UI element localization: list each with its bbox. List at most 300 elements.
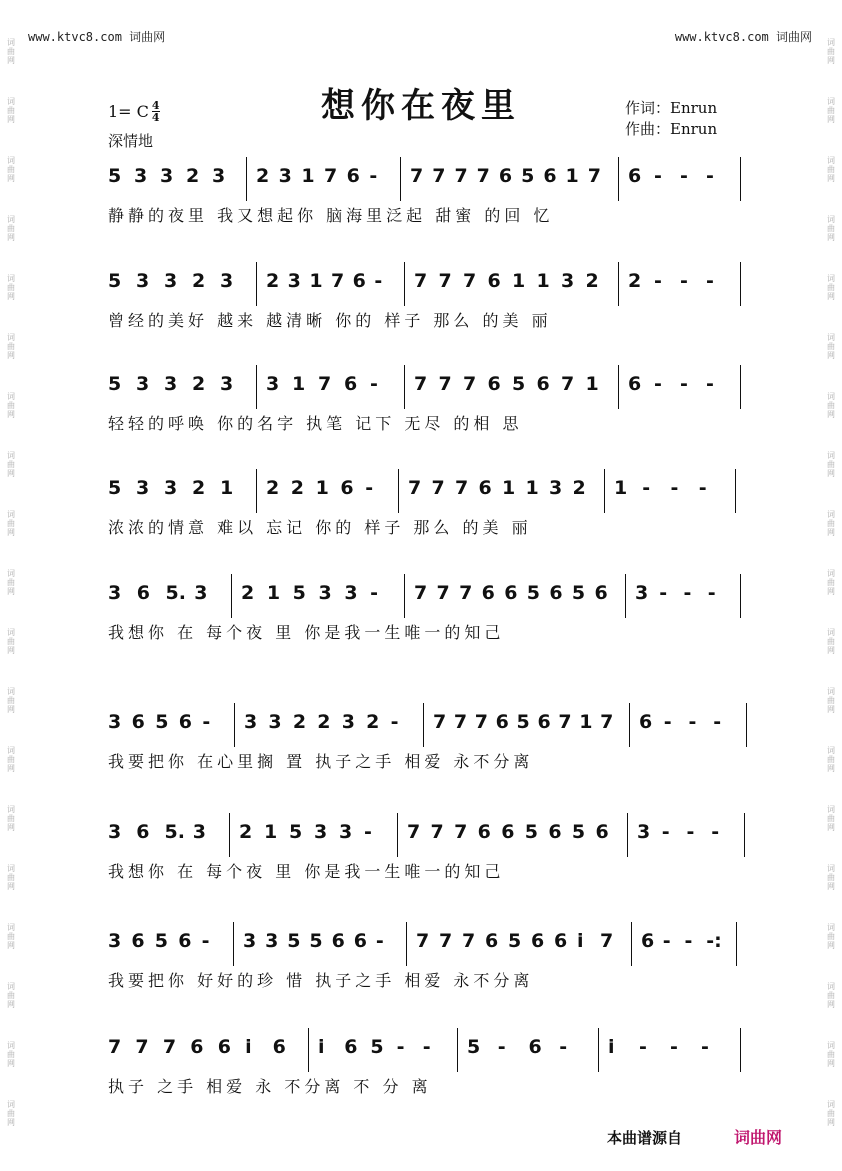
time-top: 4: [151, 99, 160, 112]
note: 7: [135, 1036, 149, 1058]
side-watermark-right: [820, 0, 842, 1171]
key-label: 1= C: [108, 102, 149, 121]
note: 1: [292, 373, 306, 395]
side-watermark-cell: 词 曲 网: [827, 746, 835, 773]
note: -: [375, 930, 384, 952]
note: 3: [164, 373, 178, 395]
note: 3: [635, 582, 649, 604]
bar-line: [618, 365, 619, 409]
note: -: [683, 582, 692, 604]
score-line: [108, 1028, 740, 1096]
note: -: [654, 165, 662, 187]
score-line: [108, 703, 740, 771]
side-watermark-cell: 词 曲 网: [827, 628, 835, 655]
note: 2: [366, 711, 380, 733]
note: i: [245, 1036, 252, 1058]
side-watermark-cell: 词 曲 网: [827, 333, 835, 360]
bar-line: [736, 922, 737, 966]
note: 2: [192, 270, 206, 292]
note: 7: [410, 165, 424, 187]
bar-line: [604, 469, 605, 513]
note: 5.: [165, 582, 186, 604]
note: -: [369, 165, 378, 187]
note: 6: [136, 582, 150, 604]
note: 3: [561, 270, 575, 292]
score-line: [108, 813, 740, 881]
lyric-line: 静静的夜里 我又想起你 脑海里泛起 甜蜜 的回 忆: [108, 206, 554, 225]
note: 7: [430, 821, 444, 843]
note: 1: [266, 582, 281, 604]
score-line: [108, 469, 740, 537]
note: 1: [264, 821, 278, 843]
lyric-line: 执子 之手 相爱 永 不分离 不 分 离: [108, 1077, 432, 1096]
side-watermark-cell: 词 曲 网: [827, 687, 835, 714]
note: 3: [339, 821, 353, 843]
note: 2: [186, 165, 200, 187]
bar-line: [744, 813, 745, 857]
note: -: [374, 270, 383, 292]
note: -: [662, 930, 671, 952]
note: 2: [572, 477, 586, 499]
note: 7: [162, 1036, 177, 1058]
side-watermark-cell: 词 曲 网: [7, 628, 15, 655]
footer: [607, 1125, 782, 1148]
note: 1: [512, 270, 526, 292]
bar-line: [404, 262, 405, 306]
side-watermark-cell: 词 曲 网: [7, 1100, 15, 1127]
note: 6: [477, 821, 491, 843]
note: 6: [131, 711, 145, 733]
note: 3: [287, 270, 301, 292]
note: 7: [476, 165, 490, 187]
note: 7: [462, 930, 476, 952]
note: 7: [408, 477, 422, 499]
note: 6: [548, 821, 562, 843]
note: 6: [478, 477, 492, 499]
note: 5: [512, 373, 526, 395]
note: 7: [453, 711, 468, 733]
note: -: [201, 930, 210, 952]
note: 3: [341, 711, 355, 733]
time-signature: [152, 100, 160, 123]
side-watermark-cell: 词 曲 网: [7, 392, 15, 419]
note: 7: [331, 270, 345, 292]
note: 6: [495, 711, 509, 733]
note: 6: [485, 930, 499, 952]
side-watermark-cell: 词 曲 网: [7, 215, 15, 242]
bar-line: [457, 1028, 458, 1072]
note: -: [396, 1036, 405, 1058]
note: -: [639, 1036, 647, 1058]
note: 3: [160, 165, 174, 187]
bar-line: [423, 703, 424, 747]
note: 1: [536, 270, 550, 292]
note: 7: [432, 165, 446, 187]
lyric-line: 我要把你 好好的珍 惜 执子之手 相爱 永不分离: [108, 971, 534, 990]
song-title: 想你在夜里: [321, 86, 521, 126]
note: -: [688, 711, 697, 733]
score-line: [108, 574, 740, 642]
note: 6: [487, 373, 501, 395]
side-watermark-cell: 词 曲 网: [7, 510, 15, 537]
note: 3: [136, 477, 150, 499]
note: 7: [414, 373, 428, 395]
note: 5: [289, 821, 303, 843]
note: 3: [318, 582, 332, 604]
note: -:: [706, 930, 722, 952]
expression-mark: 深情地: [108, 132, 154, 150]
notes-row: [108, 469, 740, 503]
note: i: [318, 1036, 325, 1058]
time-bottom: 4: [151, 111, 160, 124]
note: 6: [272, 1036, 286, 1058]
note: 7: [108, 1036, 122, 1058]
note: -: [422, 1036, 431, 1058]
notes-row: [108, 574, 740, 608]
notes-row: [108, 922, 740, 956]
side-watermark-cell: 词 曲 网: [827, 805, 835, 832]
note: 1: [220, 477, 234, 499]
score-line: [108, 922, 740, 990]
bar-line: [740, 157, 741, 201]
side-watermark-cell: 词 曲 网: [827, 215, 835, 242]
note: 3: [266, 373, 280, 395]
note: -: [497, 1036, 506, 1058]
note: -: [698, 477, 707, 499]
side-watermark-cell: 词 曲 网: [7, 451, 15, 478]
notes-row: [108, 157, 740, 191]
note: 5: [155, 711, 169, 733]
note: i: [577, 930, 584, 952]
side-watermark-cell: 词 曲 网: [827, 923, 835, 950]
score-line: [108, 157, 740, 225]
note: 3: [220, 373, 234, 395]
notes-row: [108, 813, 740, 847]
note: 6: [498, 165, 513, 187]
note: 3: [164, 270, 178, 292]
bar-line: [631, 922, 632, 966]
notes-row: [108, 703, 740, 737]
lyric-line: 我要把你 在心里搁 置 执子之手 相爱 永不分离: [108, 752, 534, 771]
bar-line: [233, 922, 234, 966]
side-watermark-cell: 词 曲 网: [827, 569, 835, 596]
score-line: [108, 365, 740, 433]
note: 6: [536, 373, 550, 395]
note: 3: [108, 821, 122, 843]
bar-line: [404, 574, 405, 618]
note: 3: [212, 165, 226, 187]
note: 5: [292, 582, 306, 604]
side-watermark-cell: 词 曲 网: [827, 97, 835, 124]
note: -: [707, 582, 716, 604]
note: 1: [579, 711, 593, 733]
side-watermark-cell: 词 曲 网: [827, 392, 835, 419]
note: 5: [516, 711, 530, 733]
note: 7: [561, 373, 575, 395]
note: 7: [474, 711, 488, 733]
note: -: [663, 711, 672, 733]
site-header-left[interactable]: www.ktvc8.com 词曲网: [28, 30, 166, 44]
note: 6: [346, 165, 360, 187]
bar-line: [735, 469, 736, 513]
note: -: [706, 270, 714, 292]
note: 7: [454, 821, 468, 843]
note: 5: [571, 582, 586, 604]
bar-line: [256, 262, 257, 306]
note: -: [680, 165, 688, 187]
side-watermark-cell: 词 曲 网: [827, 38, 835, 65]
note: 5.: [164, 821, 185, 843]
bar-line: [234, 703, 235, 747]
note: 2: [256, 165, 270, 187]
bar-line: [746, 703, 747, 747]
note: 2: [239, 821, 253, 843]
bar-line: [618, 262, 619, 306]
note: -: [706, 373, 714, 395]
note: 7: [433, 711, 447, 733]
note: 6: [481, 582, 495, 604]
bar-line: [256, 469, 257, 513]
note: 7: [455, 477, 469, 499]
side-watermark-cell: 词 曲 网: [7, 569, 15, 596]
note: 6: [331, 930, 345, 952]
notes-row: [108, 262, 740, 296]
note: 1: [315, 477, 329, 499]
note: -: [711, 821, 720, 843]
note: 7: [438, 373, 452, 395]
note: 7: [407, 821, 421, 843]
side-watermark-cell: 词 曲 网: [7, 687, 15, 714]
bar-line: [256, 365, 257, 409]
note: 1: [614, 477, 628, 499]
note: 6: [217, 1036, 231, 1058]
notes-row: [108, 365, 740, 399]
lyric-line: 我想你 在 每个夜 里 你是我一生唯一的知己: [108, 862, 505, 881]
site-header-right[interactable]: www.ktvc8.com 词曲网: [674, 30, 812, 44]
score-line: [108, 262, 740, 330]
note: 7: [324, 165, 338, 187]
note: 6: [549, 582, 563, 604]
note: 6: [628, 165, 642, 187]
note: 2: [317, 711, 331, 733]
note: -: [390, 711, 399, 733]
note: 6: [178, 930, 192, 952]
note: 6: [641, 930, 655, 952]
note: 5: [370, 1036, 384, 1058]
note: 3: [243, 930, 257, 952]
side-watermark-left: [0, 0, 22, 1171]
note: 3: [637, 821, 651, 843]
bar-line: [398, 469, 399, 513]
bar-line: [397, 813, 398, 857]
note: 2: [290, 477, 305, 499]
side-watermark-cell: 词 曲 网: [7, 923, 15, 950]
side-watermark-cell: 词 曲 网: [7, 97, 15, 124]
note: -: [701, 1036, 709, 1058]
bar-line: [618, 157, 619, 201]
note: 3: [265, 930, 279, 952]
note: -: [659, 582, 668, 604]
note: 5: [108, 373, 122, 395]
note: -: [706, 165, 714, 187]
note: 3: [244, 711, 258, 733]
bar-line: [740, 365, 741, 409]
note: 6: [353, 930, 367, 952]
note: 2: [192, 477, 206, 499]
side-watermark-cell: 词 曲 网: [827, 156, 835, 183]
side-watermark-cell: 词 曲 网: [827, 1041, 835, 1068]
note: -: [559, 1036, 568, 1058]
note: -: [370, 373, 378, 395]
note: 7: [558, 711, 572, 733]
note: 5: [108, 165, 122, 187]
note: -: [661, 821, 670, 843]
credits: [625, 98, 717, 140]
note: 6: [487, 270, 501, 292]
key-signature: [108, 100, 160, 123]
note: 5: [154, 930, 169, 952]
note: 3: [136, 270, 150, 292]
note: 6: [537, 711, 551, 733]
note: -: [670, 477, 679, 499]
note: 7: [318, 373, 332, 395]
note: 3: [108, 711, 122, 733]
note: -: [370, 582, 379, 604]
note: 5: [521, 165, 535, 187]
side-watermark-cell: 词 曲 网: [7, 1041, 15, 1068]
note: 1: [525, 477, 539, 499]
note: 6: [344, 373, 358, 395]
bar-line: [231, 574, 232, 618]
note: 3: [192, 821, 206, 843]
note: 3: [220, 270, 234, 292]
lyric-line: 我想你 在 每个夜 里 你是我一生唯一的知己: [108, 623, 505, 642]
note: 7: [459, 582, 473, 604]
note: 6: [595, 821, 609, 843]
note: 6: [131, 930, 145, 952]
note: 5: [287, 930, 301, 952]
note: 7: [438, 270, 452, 292]
note: 7: [600, 711, 614, 733]
bar-line: [629, 703, 630, 747]
note: -: [364, 821, 372, 843]
note: 7: [416, 930, 430, 952]
note: 3: [314, 821, 328, 843]
note: 2: [241, 582, 255, 604]
note: -: [680, 270, 688, 292]
note: 3: [136, 373, 150, 395]
bar-line: [740, 574, 741, 618]
footer-brand[interactable]: 词曲网: [734, 1128, 783, 1147]
side-watermark-cell: 词 曲 网: [7, 805, 15, 832]
note: 6: [628, 373, 642, 395]
footer-source: 本曲谱源自: [607, 1129, 683, 1147]
note: 7: [431, 477, 445, 499]
note: 1: [565, 165, 579, 187]
bar-line: [598, 1028, 599, 1072]
note: 7: [463, 270, 477, 292]
lyric-line: 曾经的美好 越来 越清晰 你的 样子 那么 的美 丽: [108, 311, 552, 330]
bar-line: [246, 157, 247, 201]
side-watermark-cell: 词 曲 网: [827, 274, 835, 301]
note: 3: [549, 477, 563, 499]
note: -: [686, 821, 695, 843]
lyric-line: 轻轻的呼唤 你的名字 执笔 记下 无尽 的相 思: [108, 414, 523, 433]
note: 7: [414, 582, 428, 604]
note: 5: [108, 270, 122, 292]
note: 7: [414, 270, 428, 292]
side-watermark-cell: 词 曲 网: [827, 451, 835, 478]
note: 2: [266, 477, 280, 499]
side-watermark-cell: 词 曲 网: [7, 274, 15, 301]
bar-line: [229, 813, 230, 857]
bar-line: [400, 157, 401, 201]
note: 6: [178, 711, 193, 733]
note: 6: [543, 165, 557, 187]
note: 1: [585, 373, 599, 395]
note: 6: [554, 930, 568, 952]
note: 6: [340, 477, 354, 499]
note: 5: [309, 930, 323, 952]
side-watermark-cell: 词 曲 网: [7, 746, 15, 773]
note: -: [202, 711, 211, 733]
note: 3: [108, 582, 122, 604]
bar-line: [308, 1028, 309, 1072]
note: 7: [587, 165, 601, 187]
note: 1: [301, 165, 315, 187]
note: 5: [524, 821, 538, 843]
note: 6: [594, 582, 608, 604]
side-watermark-cell: 词 曲 网: [827, 510, 835, 537]
note: 3: [268, 711, 282, 733]
note: 5: [526, 582, 540, 604]
note: -: [642, 477, 651, 499]
note: 2: [192, 373, 206, 395]
note: 2: [585, 270, 599, 292]
note: 5: [108, 477, 122, 499]
note: -: [365, 477, 374, 499]
side-watermark-cell: 词 曲 网: [7, 333, 15, 360]
bar-line: [406, 922, 407, 966]
note: 6: [344, 1036, 358, 1058]
note: 2: [628, 270, 642, 292]
note: 3: [134, 165, 148, 187]
note: 3: [108, 930, 122, 952]
note: -: [684, 930, 693, 952]
lyricist: 作词：Enrun: [625, 99, 718, 117]
side-watermark-cell: 词 曲 网: [827, 1100, 835, 1127]
note: 7: [439, 930, 453, 952]
side-watermark-cell: 词 曲 网: [7, 38, 15, 65]
note: -: [713, 711, 722, 733]
note: 5: [571, 821, 586, 843]
notes-row: [108, 1028, 740, 1062]
side-watermark-cell: 词 曲 网: [7, 156, 15, 183]
note: 6: [352, 270, 366, 292]
note: 7: [463, 373, 477, 395]
note: -: [670, 1036, 678, 1058]
note: 5: [508, 930, 522, 952]
bar-line: [625, 574, 626, 618]
note: i: [608, 1036, 615, 1058]
note: 2: [292, 711, 307, 733]
note: 2: [266, 270, 280, 292]
note: 7: [454, 165, 468, 187]
note: 5: [467, 1036, 481, 1058]
note: 6: [504, 582, 518, 604]
bar-line: [627, 813, 628, 857]
note: 6: [190, 1036, 204, 1058]
